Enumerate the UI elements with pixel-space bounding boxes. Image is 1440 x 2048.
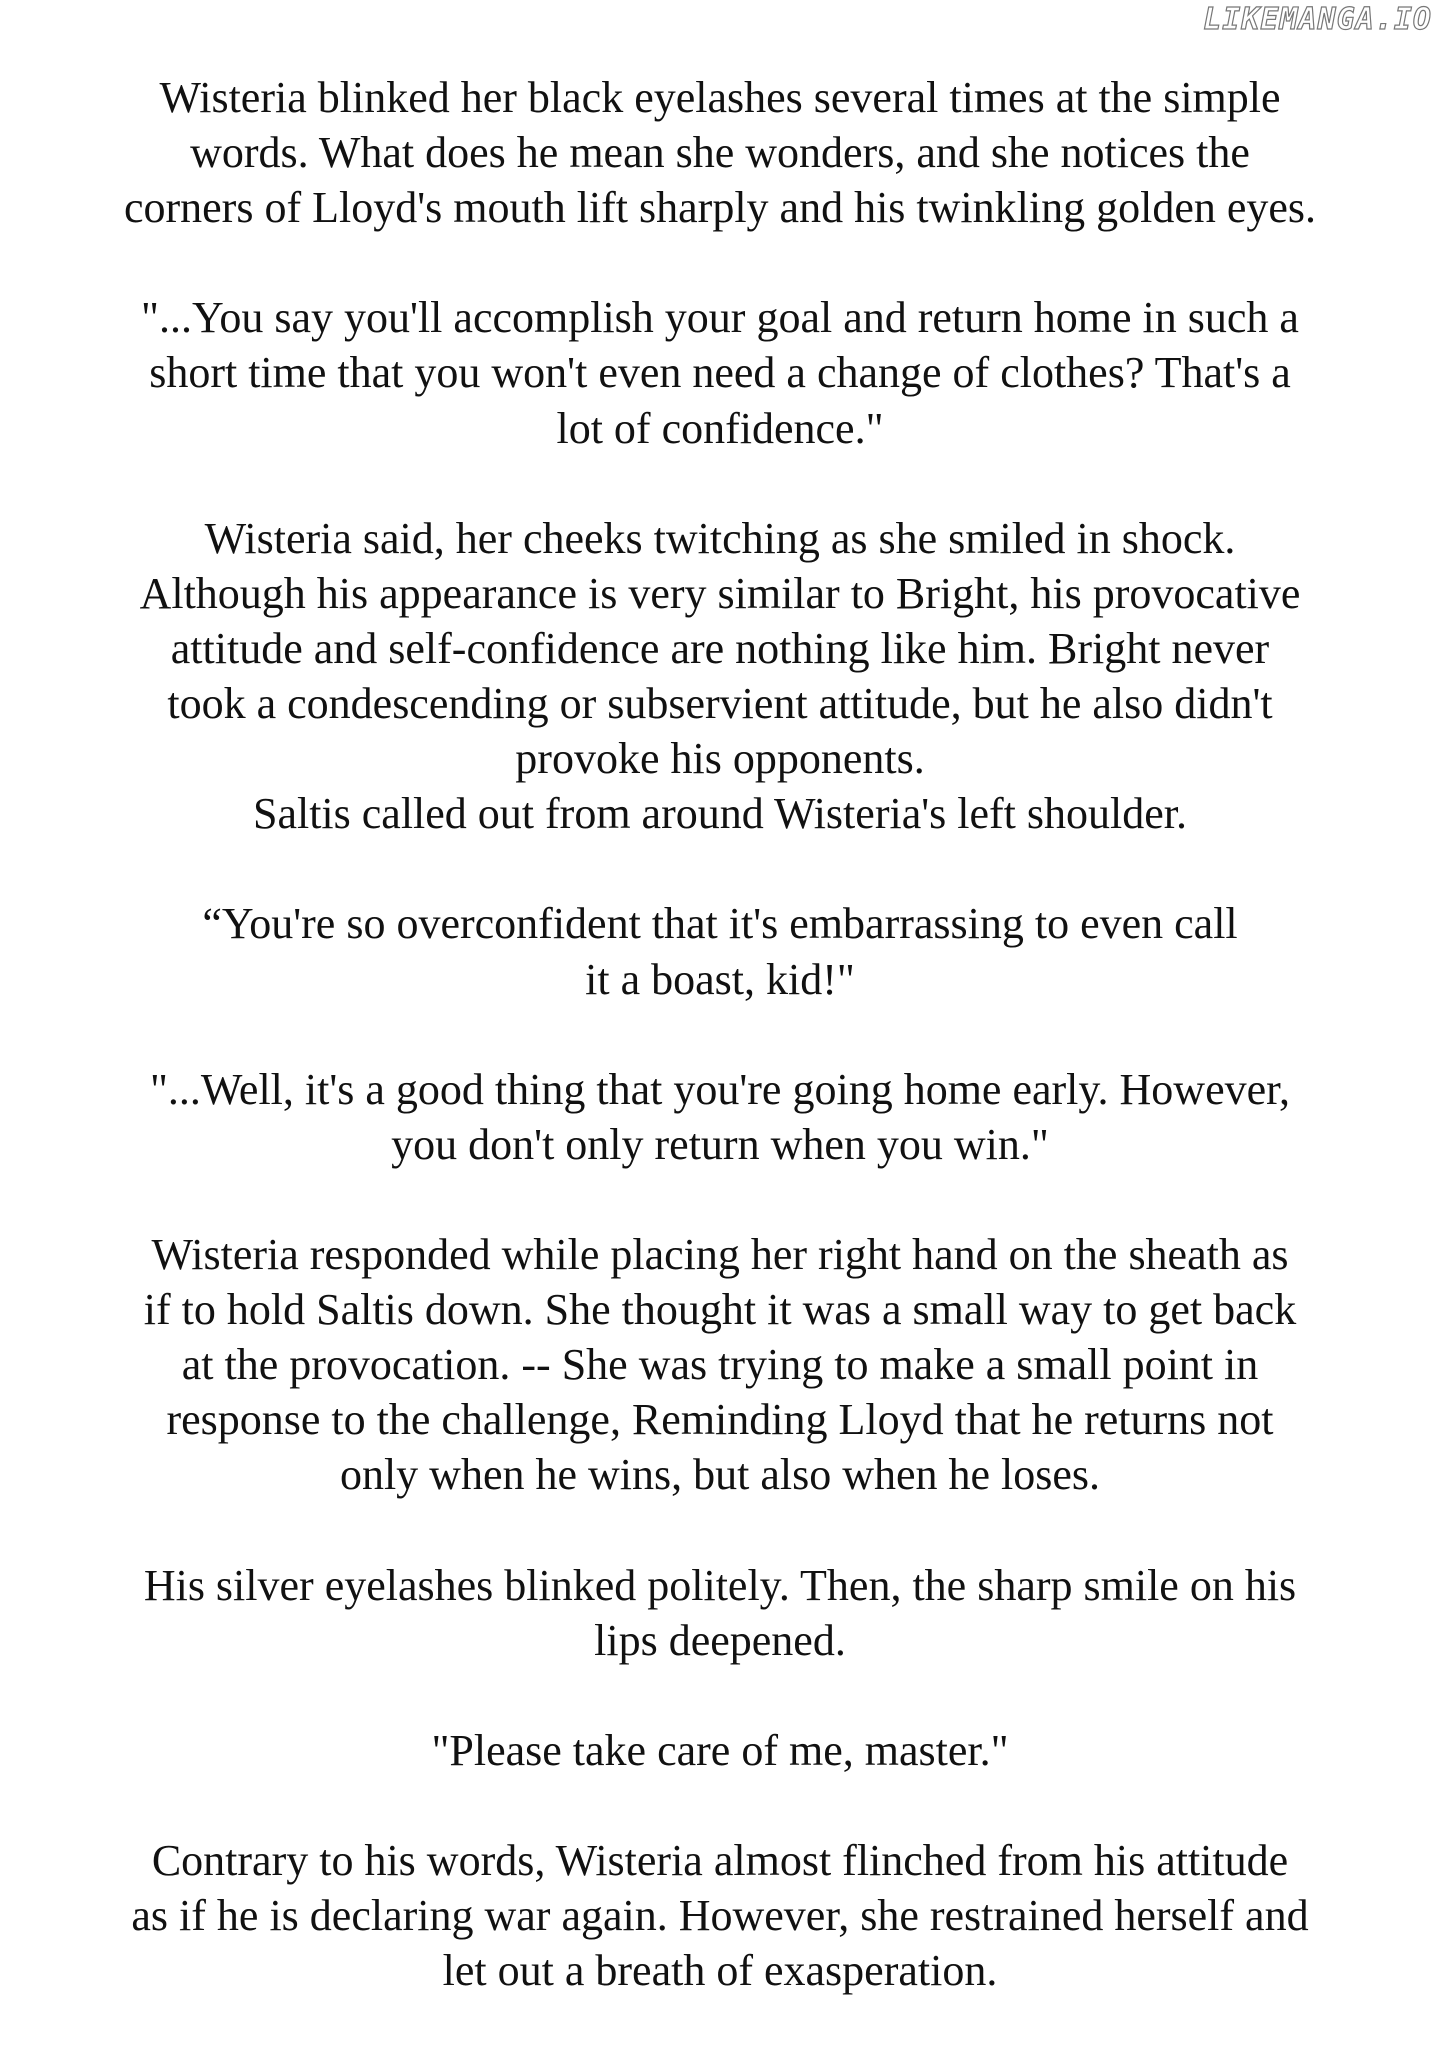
- blank-line: [0, 1172, 1440, 1227]
- blank-line: [0, 841, 1440, 896]
- text-line: Wisteria responded while placing her right hand on the sheath as: [151, 1229, 1289, 1279]
- novel-text: [0, 70, 1440, 1998]
- text-line: only when he wins, but also when he loses.: [339, 1450, 1101, 1500]
- text-line: as if he is declaring war again. However, she restrained herself and: [131, 1891, 1309, 1941]
- text-line: Although his appearance is very similar to Bright, his provocative: [139, 568, 1301, 618]
- text-line: at the provocation. -- She was trying to make a small point in: [181, 1340, 1259, 1390]
- text-line: short time that you won't even need a change of clothes? That's a: [149, 348, 1291, 398]
- text-line: lips deepened.: [594, 1615, 846, 1665]
- blank-line: [0, 1007, 1440, 1062]
- blank-line: [0, 1502, 1440, 1557]
- text-line: took a condescending or subservient attitude, but he also didn't: [167, 679, 1273, 729]
- text-line: "...You say you'll accomplish your goal and return home in such a: [141, 293, 1299, 343]
- text-line: “You're so overconfident that it's embarrassing to even call: [202, 899, 1238, 949]
- blank-line: [0, 456, 1440, 511]
- text-line: Wisteria blinked her black eyelashes several times at the simple: [159, 73, 1281, 122]
- text-line: you don't only return when you win.": [391, 1119, 1049, 1169]
- text-line: attitude and self-confidence are nothing like him. Bright never: [170, 623, 1270, 673]
- text-line: corners of Lloyd's mouth lift sharply and his twinkling golden eyes.: [123, 183, 1317, 233]
- text-line: His silver eyelashes blinked politely. Then, the sharp smile on his: [143, 1560, 1297, 1610]
- text-line: Saltis called out from around Wisteria's left shoulder.: [252, 789, 1188, 839]
- text-line: words. What does he mean she wonders, and she notices the: [190, 128, 1250, 178]
- text-line: Wisteria said, her cheeks twitching as she smiled in shock.: [204, 513, 1236, 563]
- text-line: "Please take care of me, master.": [431, 1725, 1009, 1775]
- text-line: let out a breath of exasperation.: [442, 1946, 998, 1996]
- blank-line: [0, 1668, 1440, 1723]
- text-line: "...Well, it's a good thing that you're going home early. However,: [149, 1064, 1291, 1114]
- text-line: lot of confidence.": [556, 403, 884, 453]
- text-line: if to hold Saltis down. She thought it was a small way to get back: [143, 1285, 1297, 1335]
- blank-line: [0, 1778, 1440, 1833]
- blank-line: [0, 235, 1440, 290]
- text-line: it a boast, kid!": [585, 954, 855, 1004]
- text-line: response to the challenge, Reminding Lloyd that he returns not: [166, 1395, 1274, 1445]
- watermark-logo: LIKEMANGA.IO: [1203, 2, 1432, 37]
- text-line: provoke his opponents.: [515, 734, 925, 784]
- text-line: Contrary to his words, Wisteria almost flinched from his attitude: [151, 1836, 1289, 1885]
